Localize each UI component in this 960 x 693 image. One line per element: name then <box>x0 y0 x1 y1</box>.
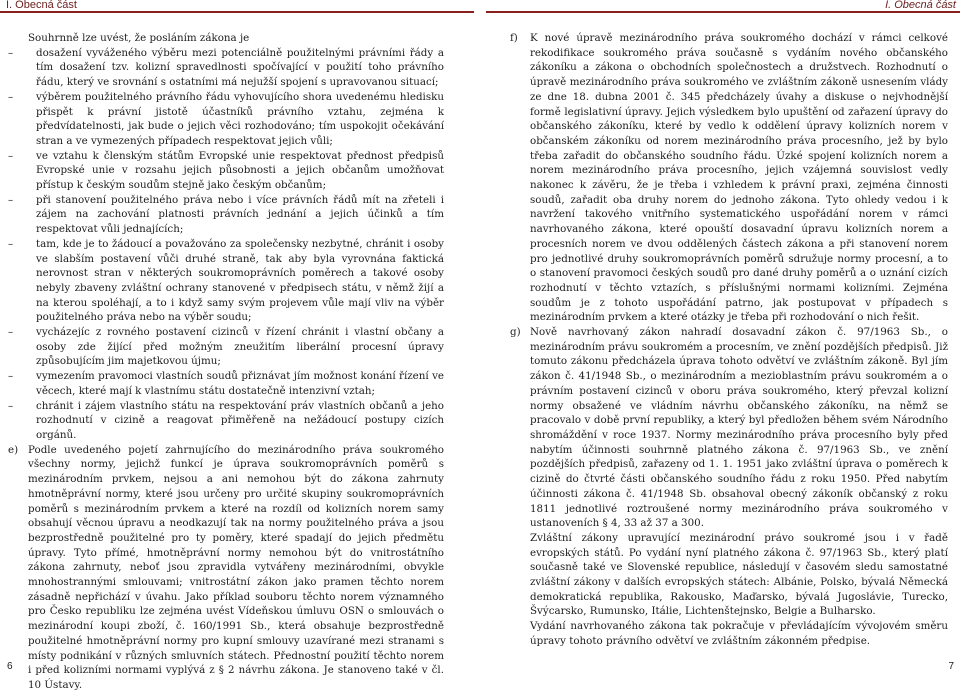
bullet-item: – ve vztahu k členským státům Evropské unie respektovat přednost předpisů Evropské unie v rozsahu jejich působnosti a jejich občanům umožňovat přístup k českým soudům stejně jako českým občanům; <box>28 149 444 193</box>
bullet-item: – dosažení vyváženého výběru mezi potenciálně použitelnými právními řády a tím dosažení tzv. kolizní spravedlnosti spočívající v použití toho právního řádu, který ve srovnání s ostatními má nejužší spojení s upravovanou situací; <box>28 46 444 90</box>
bullet-item: – výběrem použitelného právního řádu vyhovujícího shora uvedenému hledisku přispět k právní jistotě účastníků právního vztahu, zejména k předvídatelnosti, jak bude o jejich věci rozhodováno; tím uspokojit očekávání stran a ve vymezených případech respektovat jejich vůli; <box>28 90 444 149</box>
item-g-paragraph-3: Vydání navrhovaného zákona tak pokračuje v převládajícím vývojovém směru úpravy tohoto právního odvětví ve zvláštním zákonném předpise. <box>530 620 948 647</box>
item-g-text: Nově navrhovaný zákon nahradí dosavadní zákon č. 97/1963 Sb., o mezinárodním právu soukromém a procesním, ve znění pozdějších předpisů. Již tomuto zákonu předcházela úprava tohoto odvětví ve zvláštním zákoně. Byl jím zákon č. 41/1948 Sb., o mezinárodním a mezioblastním právu soukromém a o právním postavení cizinců v oboru práva soukromého, který převzal kolizní normy obsažené ve vládním návrhu občanského zákoníku, na němž se pracovalo v době první republiky, a který byl předložen během svém Národního shromáždění v roce 1937. Normy mezinárodního práva procesního byly před nabytím účinnosti souhrnně platného zákona č. 97/1963 Sb., ve znění pozdějších předpisů, zařazeny od 1. 1. 1951 jako zvláštní úprava o poměrech k cizině do čtvrté části občanského soudního řádu z roku 1950. Před nabytím účinnosti zákona č. 41/1948 Sb. obsahoval obecný zákoník občanský z roku 1811 jednotlivé roztroušené normy mezinárodního práva soukromého v ustanoveních § 4, 33 až 37 a 300. <box>530 326 948 530</box>
bullet-item: – vycházejíc z rovného postavení cizinců v řízení chránit i vlastní občany a osoby zde žijící před možným zneužitím liberální procesní úpravy způsobujícím jim majetkovou újmu; <box>28 325 444 369</box>
item-g-marker: g) <box>510 326 521 339</box>
item-f-text: K nové úpravě mezinárodního práva soukromého dochází v rámci celkové rekodifikace soukromého práva současně s vydáním nového občanského zákoníku a zákona o obchodních společnostech a družstvech. Rozhodnutí o úpravě mezinárodního práva soukromého ve zvláštním zákoně usnesením vlády ze dne 18. dubna 2001 č. 345 předcházely úvahy a diskuse o nejvhodnější formě legislativní úpravy. Jejich výsledkem bylo upuštění od zařazení úpravy do občanského zákoníku, které by vedlo k oddělení úpravy kolizních norem v občanském zákoníku od norem mezinárodního práva procesního, jež by bylo třeba zařadit do občanského soudního řádu. Úzké spojení kolizních norem a norem mezinárodního práva procesního, jejich vzájemná souvislost vedly nakonec k závěru, že je třeba i vzhledem k právní praxi, zejména činnosti soudů, zařadit oba druhy norem do jednoho zákona. Tyto ohledy vedou i k navržení takového vnitřního systematického uspořádání norem v rámci navrhovaného zákona, které opouští dosavadní úpravu kolizních norem a procesních norem ve dvou oddělených částech zákona a při stanovení norem pro jednotlivé druhy soukromoprávních poměrů sdružuje normy procesní, a to o stanovení pravomoci českých soudů pro dané druhy poměrů a o uznání cizích rozhodnutí v těchto vztazích, s příslušnými normami kolizními. Zejména soudům je z tohoto uspořádání patrno, jak postupovat v případech s mezinárodním prvkem a které otázky je třeba při rozhodování o nich řešit. <box>530 32 948 324</box>
running-header-left: I. Obecná část <box>6 0 77 11</box>
item-g-paragraph-2: Zvláštní zákony upravující mezinárodní právo soukromé jsou i v řadě evropských států. Po vydání nyní platného zákona č. 97/1963 Sb., který platí současně také ve Slovenské republice, následují v časovém sledu samostatné zvláštní zákony v dalších evropských státech: Albánie, Polsko, bývalá Německá demokratická republika, Rakousko, Maďarsko, bývalá Jugoslávie, Turecko, Švýcarsko, Rumunsko, Itálie, Lichtenštejnsko, Belgie a Bulharsko. <box>530 531 948 618</box>
item-e-text: Podle uvedeného pojetí zahrnujícího do mezinárodního práva soukromého všechny normy, jejichž funkcí je úprava soukromoprávních poměrů s mezinárodním prvkem, nejsou a ani nemohou být do zákona zahrnuty hmotněprávní normy, které jsou určeny pro určité skupiny soukromoprávních poměrů s mezinárodním prvkem a které na rozdíl od kolizních norem samy obsahují věcnou úpravu a neodkazují tak na normy použitelného práva a jsou bezprostředně použitelné pro ty poměry, které spadají do jejich předmětu úpravy. Tyto přímé, hmotněprávní normy nemohou být do vnitrostátního zákona zahrnuty, neboť jsou zpravidla vytvářeny mezinárodními, obvykle mnohostrannými smlouvami; vnitrostátní zákon jako pramen těchto norem zásadně nepřichází v úvahu. Jako příklad souboru těchto norem významného pro Česko republiku lze zejména uvést Vídeňskou úmluvu OSN o smlouvách o mezinárodní koupi zboží, č. 160/1991 Sb., která obsahuje bezprostředně použitelné hmotněprávní normy pro kupní smlouvy uzavírané mezi stranami s místy podnikání v různých smluvních státech. Přednostní použití těchto norem i před kolizními normami vyplývá z § 2 návrhu zákona. Je stanoveno také v čl. 10 Ústavy. <box>28 443 444 691</box>
running-header-right: I. Obecná část <box>885 0 956 11</box>
bullet-item: – tam, kde je to žádoucí a považováno za společensky nezbytné, chránit i osoby ve slabším postavení vůči druhé straně, tak aby byla vyrovnána faktická nerovnost stran v některých soukromoprávních poměrech a takové osoby nebyly zbaveny zvláštní ochrany stanovené v předpisech státu, v němž žijí a na kterou spoléhají, a to i když samy svým projevem vůle mají vliv na výběr použitelného práva nebo na výběr soudu; <box>28 237 444 325</box>
bullet-item: – při stanovení použitelného práva nebo i více právních řádů mít na zřeteli i zájem na zachování platnosti právních jednání a jejich účinků a tím respektovat vůli jednajících; <box>28 193 444 237</box>
header-rule-right <box>486 11 960 13</box>
item-e-marker: e) <box>8 443 19 456</box>
item-f <box>510 31 948 325</box>
intro-paragraph: Souhrnně lze uvést, že posláním zákona je <box>28 32 250 44</box>
page-number-left: 6 <box>7 661 13 672</box>
bullet-item: – vymezením pravomoci vlastních soudů přiznávat jím možnost konání řízení ve věcech, které mají k vlastnímu státu dostatečně intenzivní vztah; <box>28 369 444 398</box>
page-number-right: 7 <box>948 661 954 672</box>
item-e <box>8 443 444 693</box>
header-rule-left <box>0 11 474 13</box>
left-column <box>8 31 444 693</box>
item-f-marker: f) <box>510 32 518 44</box>
item-g <box>510 325 948 648</box>
right-column <box>510 31 948 649</box>
bullet-item: – chránit i zájem vlastního státu na respektování práv vlastních občanů a jeho rozhodnutí v cizině a reagovat přiměřeně na nežádoucí postupy cizích orgánů. <box>28 399 444 443</box>
purpose-bullet-list <box>28 46 444 443</box>
